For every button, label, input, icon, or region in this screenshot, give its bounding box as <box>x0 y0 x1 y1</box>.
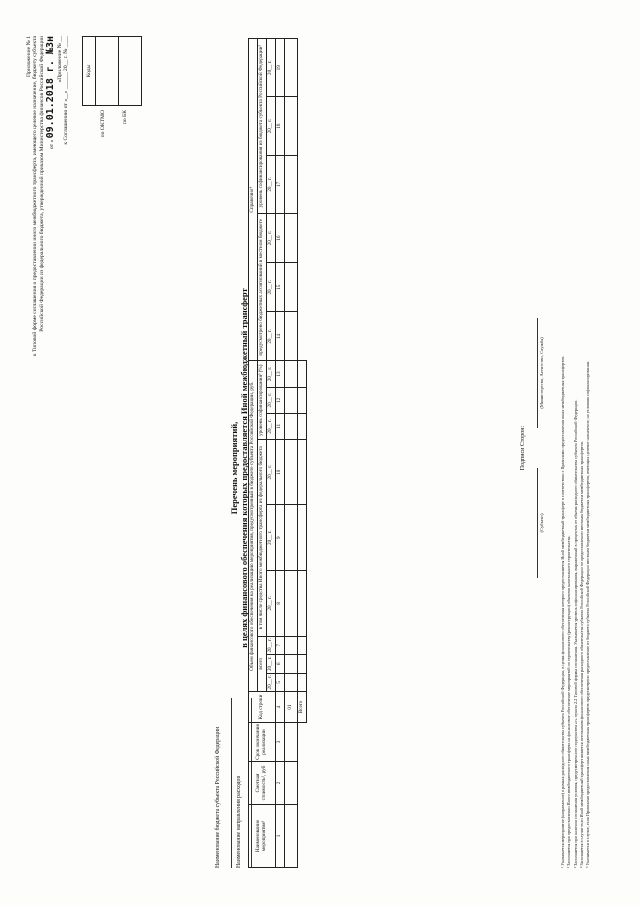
appendix-reference: к Типовой форме соглашения о предоставлении иного межбюджетного трансферта, имеющего целевое назначение, бюджету субъекта Российской Федерации из федерального бюджета, утвержденной приказом Министерства финансов Российской Федерации <box>32 35 45 356</box>
bk-label: по БК <box>122 109 128 124</box>
document-title <box>230 238 250 698</box>
rotated-page <box>20 28 620 878</box>
total-row <box>297 38 306 867</box>
th-current-year: 20__ г. <box>266 673 275 691</box>
signature-subject: (Субъект) <box>537 468 544 578</box>
th-current-year: 20__ г. <box>266 570 275 636</box>
header-block <box>26 36 70 366</box>
th-total: всего <box>257 636 266 691</box>
measures-table <box>248 38 307 868</box>
column-number: 9 <box>275 504 284 570</box>
title-line-1: Перечень мероприятий, <box>229 421 239 514</box>
th-plan-year: 20__ г. <box>266 213 275 262</box>
column-number: 1 <box>275 804 284 867</box>
th-cost: Сметная стоимость², руб <box>249 761 276 804</box>
th-name: Наименование мероприятия¹ <box>249 804 276 867</box>
th-ref: Справочно⁴ <box>249 38 258 360</box>
table-row <box>284 38 297 867</box>
th-ref-a: предусмотрено бюджетных ассигнований в местном бюджете <box>257 213 266 360</box>
th-term: Срок окончания реализации <box>249 722 276 761</box>
column-number: 10 <box>275 439 284 505</box>
footnote: ² Заполняется при предоставлении Иного межбюджетного трансферта на финансовое обеспечение мероприятий по строительству (реконструкции) объектов капитального строительства. <box>566 534 572 868</box>
th-plan-year: 20__ г. <box>266 654 275 672</box>
th-plan-year: 20__ г. <box>266 387 275 413</box>
th-current-year: 20__ г. <box>266 311 275 360</box>
row-code: 01 <box>284 691 297 722</box>
column-number: 6 <box>275 654 284 672</box>
column-number: 5 <box>275 673 284 691</box>
th-current-year: 20__ г. <box>266 413 275 439</box>
signature-ministry: (Министерство, Агентство, Служба) <box>537 318 544 428</box>
th-cofin: уровень софинансирования³ (%) <box>257 360 266 438</box>
th-incl: в том числе средства Иного межбюджетного трансферта из федерального бюджета <box>257 439 266 636</box>
code-cell-bk <box>119 36 142 105</box>
column-number: 16 <box>275 213 284 262</box>
column-number: 14 <box>275 311 284 360</box>
title-line-2: в целях финансового обеспечения которых предоставляется Иной межбюджетный трансферт <box>238 287 249 648</box>
purpose-label: Наименование направления расходов <box>235 775 242 868</box>
column-number: 3 <box>275 722 284 761</box>
footnote: ⁵ Указывается в случае, если Правилами предоставления иных межбюджетных трансфертов предусмотрено предоставление из бюджета субъекта Российской Федерации местным бюджетам межбюджетных трансфертов, имеющих целевое назначение, на условиях софинансирования. <box>585 360 590 868</box>
column-number: 4 <box>275 691 284 722</box>
column-number: 15 <box>275 262 284 311</box>
column-number: 19 <box>275 38 284 96</box>
column-number: 2 <box>275 761 284 804</box>
th-plan-year: 20__ г. <box>266 439 275 505</box>
from-label: от « <box>49 139 56 149</box>
th-ref-b: уровень софинансирования из бюджета субъекта Российской Федерации⁵ <box>257 38 266 213</box>
column-number: 13 <box>275 360 284 386</box>
code-cell-oktmo <box>96 36 119 105</box>
th-plan-year: 20__ г. <box>266 360 275 386</box>
signatures-title: Подписи Сторон: <box>520 425 526 470</box>
footnotes <box>560 38 591 868</box>
footnote: ³ Заполняется при наличии соглашения условия, предусмотренного подпунктом «г» пункта 2.2 Типовой формы соглашения. Указывается уровень софинансирования, выраженный в процентах от объема расходного обязательства субъекта Российской Федерации. <box>572 399 578 868</box>
column-number: 18 <box>275 96 284 154</box>
footnote: ¹ Указывается мероприятие (направление) в рамках расходного обязательства субъекта Российской Федерации, в целях финансового обеспечения которого предоставляется Иной межбюджетный трансферт в соответствии с Правилами предоставления иных межбюджетных трансфертов. <box>560 355 565 868</box>
th-plan-year: 20__ г. <box>266 636 275 654</box>
total-label: Всего <box>297 691 306 722</box>
handwritten-date: 09.01.2018 г. №3н <box>45 35 57 138</box>
codes-head: Коды <box>83 36 96 105</box>
th-plan-year: 20__ г. <box>266 504 275 570</box>
signatures <box>520 318 544 578</box>
budget-name-label: Наименование бюджета субъекта Российской Федерации <box>215 726 221 868</box>
th-fin-group: Объем финансового обеспечения на реализацию мероприятия, предусмотренный в бюджете субъекта Российской Федерации, руб. <box>249 360 258 691</box>
column-number: 12 <box>275 387 284 413</box>
th-current-year: 20__ г. <box>266 155 275 213</box>
footnote: ⁴ Заполняется в случае если Иной межбюджетный трансферт является источником финансового обеспечения расходного обязательства субъекта Российской Федерации по предоставлению местным бюджетам межбюджетных трансфертов. <box>578 440 584 868</box>
column-number: 11 <box>275 413 284 439</box>
column-number: 17 <box>275 155 284 213</box>
appendix-number: Приложение № 1 <box>26 35 32 77</box>
th-plan-year: 20__ г. <box>266 262 275 311</box>
agreement-line: к Соглашению от «__» ______ 20__ г. № ____ <box>63 35 70 145</box>
th-plan-year: 20__ г. <box>266 38 275 96</box>
appendix-number-2: «Приложение № __ <box>56 35 63 83</box>
column-number: 7 <box>275 636 284 654</box>
column-number: 8 <box>275 570 284 636</box>
number-row <box>275 38 284 867</box>
th-plan-year: 20__ г. <box>266 96 275 154</box>
th-code: Код строки <box>249 691 276 722</box>
budget-name-line <box>222 698 232 868</box>
codes-box <box>82 36 142 137</box>
oktmo-label: по ОКТМО <box>100 109 106 137</box>
